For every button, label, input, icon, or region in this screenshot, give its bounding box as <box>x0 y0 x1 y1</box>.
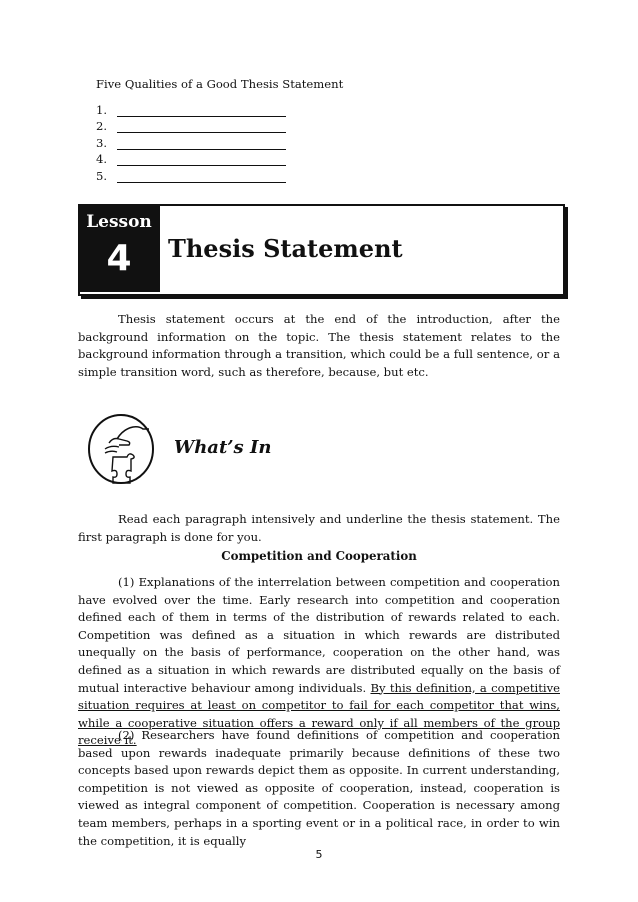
lesson-label: Lesson <box>86 212 152 232</box>
answer-blank[interactable] <box>117 170 286 183</box>
lesson-title: Thesis Statement <box>168 234 403 263</box>
answer-blank[interactable] <box>117 104 286 117</box>
item-number: 5. <box>96 168 108 183</box>
list-item <box>96 117 286 134</box>
intro-text: Thesis statement occurs at the end of the introduction, after the background information on the topic. The thesis statement relates to the background information through a transition, which could be a full sentence, or a simple transition word, such as therefore, because, but etc. <box>78 312 560 379</box>
item-number: 2. <box>96 119 108 133</box>
answer-blank[interactable] <box>117 153 286 166</box>
section-heading: Competition and Cooperation <box>221 549 417 563</box>
list-item <box>96 133 286 150</box>
list-item <box>96 100 286 117</box>
lesson-number: 4 <box>106 238 132 279</box>
item-number: 3. <box>96 135 108 150</box>
whats-in-heading: What’s In <box>174 437 272 458</box>
list-item <box>96 150 286 167</box>
hand-puzzle-icon <box>87 413 155 485</box>
item-number: 1. <box>96 102 108 117</box>
list-item <box>96 166 286 183</box>
paragraph-2-text: (2) Researchers have found definitions of competition and cooperation based upon rewards inadequate primarily because definitions of these two concepts based upon rewards depict them as opposite. In current understanding, competition is not viewed as opposite of cooperation, instead, cooperation is viewed as integral component of competition. Cooperation is necessary among team members, perhaps in a sporting event or in a political race, in order to win the competition, it is equally <box>78 728 560 848</box>
qualities-title: Five Qualities of a Good Thesis Statement <box>96 77 344 91</box>
answer-blank[interactable] <box>117 137 286 150</box>
page-number: 5 <box>315 848 323 861</box>
answer-blank[interactable] <box>117 120 286 133</box>
qualities-list <box>96 100 286 183</box>
instructions-paragraph <box>78 511 560 546</box>
lesson-badge <box>78 204 160 292</box>
paragraph-2 <box>78 727 560 850</box>
paragraph-1-body: (1) Explanations of the interrelation between competition and cooperation have evolved over the time. Early research into competition and cooperation defined each of them in terms of the distribution of rewards related to each. Competition was defined as a situation in which rewards are distributed unequally on the basis of performance, cooperation on the other hand, was defined as a situation in which rewards are distributed equally on the basis of mutual interactive behaviour among individuals. <box>78 575 560 695</box>
instructions-text: Read each paragraph intensively and underline the thesis statement. The first paragraph is done for you. <box>78 512 560 544</box>
paragraph-1-text <box>78 574 560 750</box>
thesis-underlined: By this definition, a competitive situation requires at least on competitor to fail for each competitor that wins, while a cooperative situation offers a reward only if all members of the group receive it. <box>78 680 560 748</box>
intro-paragraph <box>78 311 560 381</box>
item-number: 4. <box>96 152 108 166</box>
paragraph-1 <box>78 574 560 750</box>
